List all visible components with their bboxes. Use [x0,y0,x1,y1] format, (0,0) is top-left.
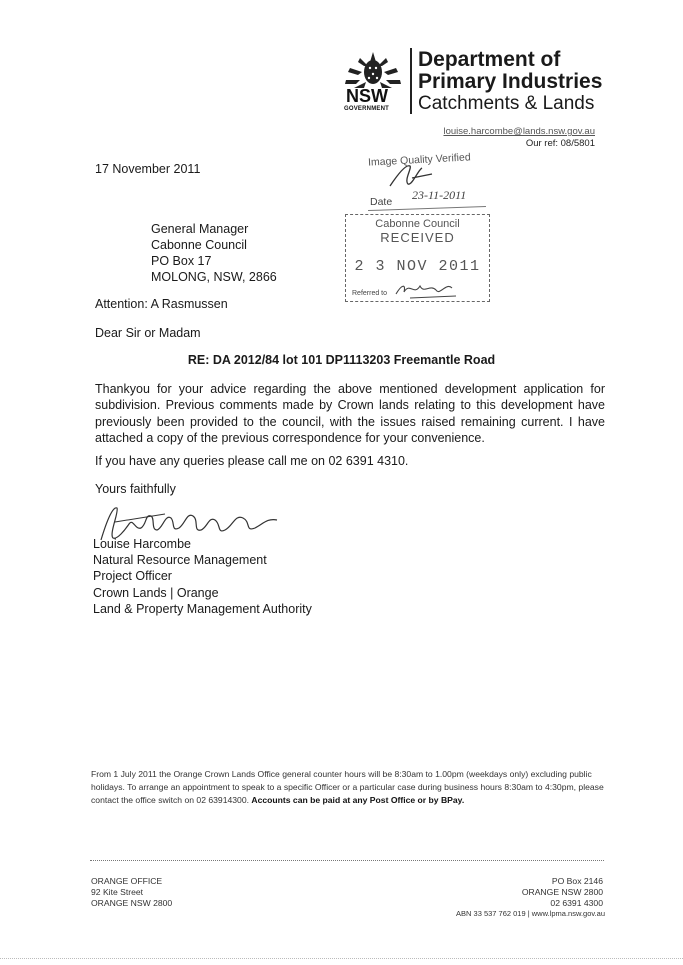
signatory-name: Louise Harcombe [93,537,191,551]
our-reference: Our ref: 08/5801 [525,138,595,149]
closing: Yours faithfully [95,482,176,496]
letterhead-line-1: Department of [418,48,561,71]
received-stamp-org: Cabonne Council [375,218,460,230]
received-referred-label: Referred to [352,290,388,297]
signatory-role-2: Project Officer [93,569,172,583]
footer-divider [90,860,604,861]
footer-town-left: ORANGE NSW 2800 [91,898,173,908]
logo-divider [410,48,412,114]
recipient-line-1: General Manager [151,222,249,236]
footer-notice [91,768,611,806]
subject-line: RE: DA 2012/84 lot 101 DP1113203 Freemantle Road [187,353,496,367]
recipient-line-4: MOLONG, NSW, 2866 [151,270,277,284]
footer-office-name: ORANGE OFFICE [91,876,163,886]
signatory-role-4: Land & Property Management Authority [93,602,312,616]
recipient-line-2: Cabonne Council [151,238,247,252]
footer-po-box: PO Box 2146 [551,876,603,886]
footer-street: 92 Kite Street [91,887,144,897]
waratah-logo-icon [342,50,404,90]
signatory-role-1: Natural Resource Management [93,553,267,567]
verified-date-label: Date [370,196,393,208]
verified-date-value: 23-11-2011 [412,188,467,202]
letterhead-line-3: Catchments & Lands [418,93,595,114]
letterhead-line-2: Primary Industries [418,70,603,93]
footer-phone: 02 6391 4300 [550,898,603,908]
received-stamp-date: 2 3 NOV 2011 [354,258,481,275]
received-stamp-status: RECEIVED [380,230,455,245]
body-paragraph-2: If you have any queries please call me on 02 6391 4310. [95,454,409,468]
footer-town-right: ORANGE NSW 2800 [521,887,603,897]
recipient-line-3: PO Box 17 [151,254,212,268]
salutation: Dear Sir or Madam [95,326,201,340]
footer-abn-web: ABN 33 537 762 019 | www.lpma.nsw.gov.au [456,909,605,918]
scan-edge-marks [0,958,683,959]
referred-handwriting-icon [392,278,462,300]
footer-notice-bold: Accounts can be paid at any Post Office or by BPay. [251,794,465,805]
logo-nsw-text: NSW [346,86,388,106]
logo-government-text: GOVERNMENT [344,106,390,112]
sender-email: louise.harcombe@lands.nsw.gov.au [443,126,595,137]
attention-line: Attention: A Rasmussen [95,297,228,311]
footer-notice-text: From 1 July 2011 the Orange Crown Lands Office general counter hours will be 8:30am to 1.00pm (weekdays only) excluding public holidays. To arrange an appointment to speak to a specific Officer or a particular case during business hours 8:30am to 4:30pm, please contact the office switch on 02 63914300. [91,769,604,805]
verifier-initials-icon [382,160,442,190]
signatory-role-3: Crown Lands | Orange [93,586,219,600]
letter-date: 17 November 2011 [95,162,201,176]
verified-stamp-label: Image Quality Verified [367,151,471,169]
body-paragraph-1: Thankyou for your advice regarding the above mentioned development application for subdivision. Previous comments made by Crown lands relating to this development have previously been provided to the council, with the issues raised remaining current. I have attached a copy of the previous correspondence for your convenience. [95,382,605,445]
